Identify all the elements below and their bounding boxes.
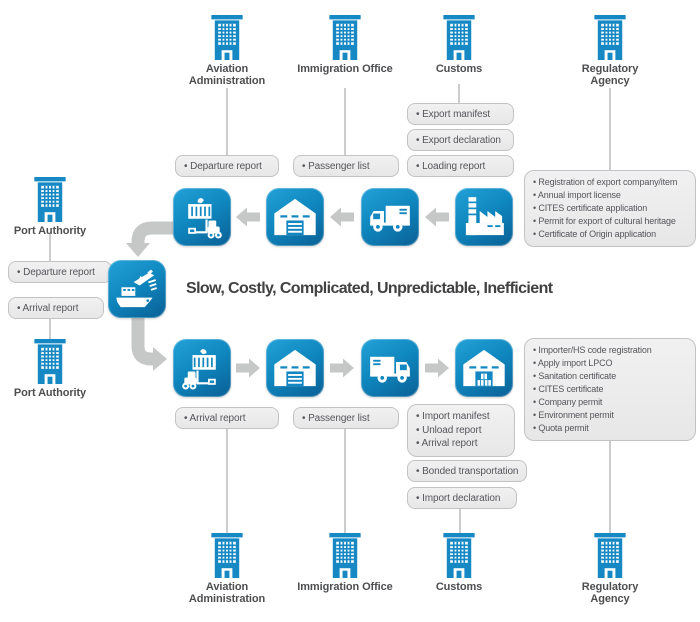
building-icon [30,339,70,384]
agency-aviation-bottom [179,533,275,605]
building-icon [590,533,630,578]
building-icon [439,15,479,60]
doc-item: • Annual import license [533,189,687,202]
agency-aviation-top [179,15,275,87]
doc-item: • Apply import LPCO [533,357,687,370]
departure-report-pill: • Departure report [175,155,279,177]
doc-item: • Arrival report [416,437,506,451]
forklift-crane-icon [177,343,227,393]
slogan-text: Slow, Costly, Complicated, Unpredictable, Inefficient [186,280,553,297]
import-warehouse-tile [266,339,324,397]
arrival-report-pill: • Arrival report [175,407,279,429]
import-customs-docs-box [407,404,515,457]
building-icon [207,533,247,578]
import-forklift-tile [173,339,231,397]
bonded-transportation-pill: • Bonded transportation [407,460,527,482]
passenger-list-pill-top: • Passenger list [293,155,399,177]
truck-icon [365,192,415,242]
elbow-arrow-right-head [153,347,167,371]
doc-item: • Registration of export company/item [533,176,687,189]
elbow-arrow-down-icon [138,228,175,243]
arrow-left-icon [236,208,260,227]
warehouse-icon [270,343,320,393]
agency-label: Immigration Office [297,581,393,593]
agency-label: Regulatory Agency [581,63,639,87]
doc-item: • Import manifest [416,410,506,424]
export-forklift-tile [173,188,231,246]
import-truck-tile [361,339,419,397]
agency-immigration-top [297,15,393,75]
agency-regulatory-top [562,15,658,87]
export-truck-tile [361,188,419,246]
port-arrival-report-pill: • Arrival report [8,297,104,319]
agency-immigration-bottom [297,533,393,593]
agency-label: Aviation Administration [188,63,266,87]
import-declaration-pill: • Import declaration [407,487,517,509]
agency-customs-bottom [411,533,507,593]
arrow-right-icon [236,359,260,378]
building-icon [439,533,479,578]
agency-label: Regulatory Agency [581,581,639,605]
agency-regulatory-bottom [562,533,658,605]
doc-item: • Unload report [416,424,506,438]
agency-label: Immigration Office [297,63,393,75]
factory-icon [459,192,509,242]
building-icon [590,15,630,60]
agency-label: Customs [435,63,483,75]
arrow-right-icon [425,359,449,378]
truck-icon [365,343,415,393]
import-storage-tile [455,339,513,397]
doc-item: • Certificate of Origin application [533,228,687,241]
agency-label: Port Authority [13,387,87,399]
doc-item: • CITES certificate application [533,202,687,215]
doc-item: • Permit for export of cultural heritage [533,215,687,228]
elbow-arrow-right-icon [138,317,153,359]
doc-item: • Environment permit [533,409,687,422]
arrow-left-icon [330,208,354,227]
warehouse-icon [270,192,320,242]
export-warehouse-tile [266,188,324,246]
warehouse-storage-icon [459,343,509,393]
export-declaration-pill: • Export declaration [407,129,514,151]
transport-hub-tile [108,260,166,318]
doc-item: • Importer/HS code registration [533,344,687,357]
doc-item: • Quota permit [533,422,687,435]
building-icon [207,15,247,60]
doc-item: • Sanitation certificate [533,370,687,383]
building-icon [325,15,365,60]
export-regulatory-docs-box [524,170,696,247]
loading-report-pill: • Loading report [407,155,514,177]
agency-port-bottom [2,339,98,399]
elbow-arrow-down-head [126,243,150,257]
agency-label: Customs [435,581,483,593]
forklift-crane-icon [177,192,227,242]
factory-tile [455,188,513,246]
agency-label: Aviation Administration [188,581,266,605]
passenger-list-pill-bottom: • Passenger list [293,407,399,429]
building-icon [30,177,70,222]
agency-customs-top [411,15,507,75]
agency-port-top [2,177,98,237]
doc-item: • Company permit [533,396,687,409]
export-manifest-pill: • Export manifest [407,103,514,125]
arrow-right-icon [330,359,354,378]
port-departure-report-pill: • Departure report [8,261,112,283]
building-icon [325,533,365,578]
doc-item: • CITES certificate [533,383,687,396]
agency-label: Port Authority [13,225,87,237]
import-regulatory-docs-box [524,338,696,441]
arrow-left-icon [425,208,449,227]
cargo-ship-airplane-icon [112,264,162,314]
